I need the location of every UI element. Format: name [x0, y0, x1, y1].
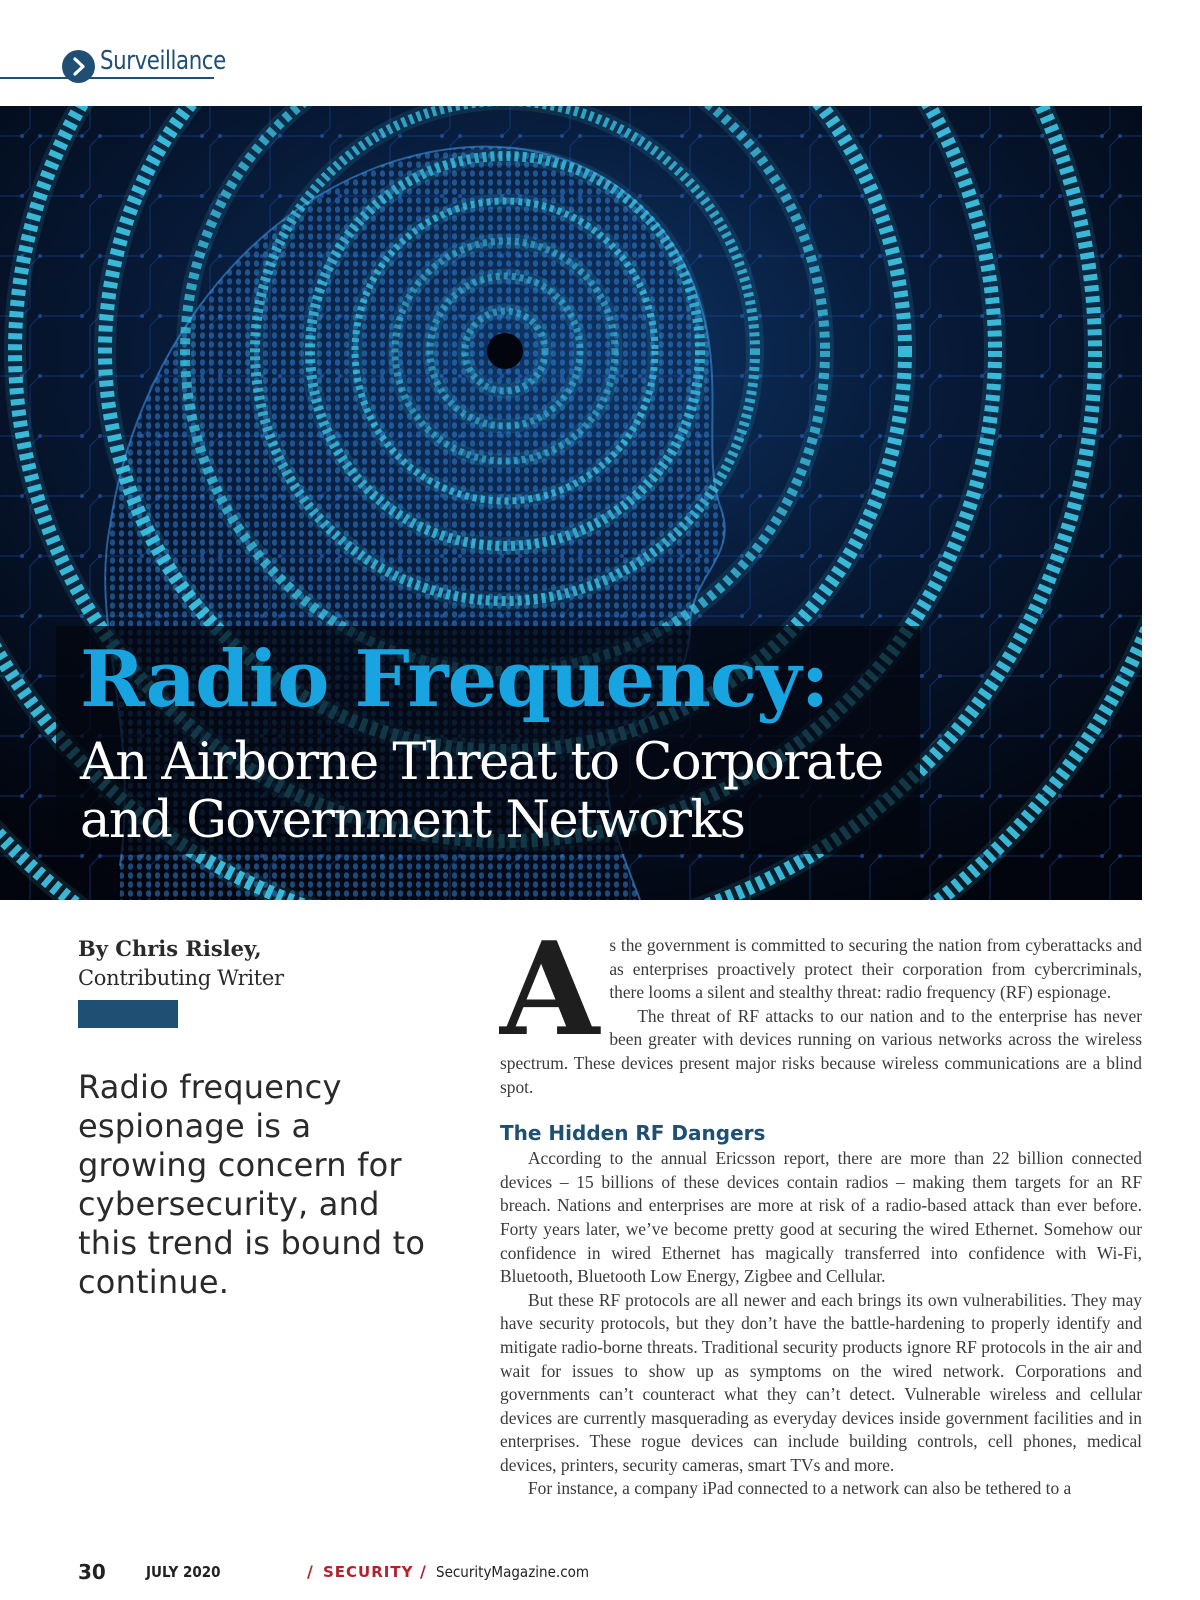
signal-core: [487, 333, 523, 369]
footer-separator: /: [420, 1562, 426, 1581]
section-label: Surveillance: [100, 46, 226, 76]
paragraph-2: The threat of RF attacks to our nation and to the enterprise has never been greater with devices running on various networks across the wireless spectrum. These devices present major risks because wireless communications are a blind spot.: [500, 1005, 1142, 1097]
chevron-right-icon: [62, 50, 95, 83]
paragraph-3: According to the annual Ericsson report, there are more than 22 billion connected devices – 15 billions of these devices contain radios – making them targets for an RF breach. Nations and enterprises are more at risk of a radio-based attack than ever before. Forty years later, we’ve become pretty good at securing the wired Ethernet. Somehow our confidence in wired Ethernet has magically transferred into confidence with Wi-Fi, Bluetooth, Bluetooth Low Energy, Zigbee and Cellular.: [500, 1148, 1142, 1287]
article-body: [500, 915, 1142, 1501]
subheadline: [80, 734, 883, 850]
paragraph-4: But these RF protocols are all newer and each brings its own vulnerabilities. They may have security protocols, but they don’t have the battle-hardening to properly identify and mitigate radio-borne threats. Traditional security products ignore RF protocols in the air and wait for issues to show up as symptoms on the wired network. Corporations and governments can’t counteract what they can’t detect. Vulnerable wireless and cellular devices are currently masquerading as everyday devices inside government facilities and in enterprises. These rogue devices can include building controls, cell phones, medical devices, printers, security cameras, smart TVs and more.: [500, 1289, 1142, 1475]
page-number: 30: [78, 1560, 106, 1584]
magazine-name: SECURITY: [323, 1563, 414, 1581]
issue-date: JULY 2020: [146, 1563, 221, 1581]
paragraph-5: For instance, a company iPad connected to a network can also be tethered to a: [528, 1478, 1072, 1499]
subheadline-line-1: An Airborne Threat to Corporate: [80, 733, 883, 792]
footer-separator: /: [307, 1562, 313, 1581]
lead-paragraph: s the government is committed to securing the nation from cyberattacks and as enterprises proactively protect their corporation from cybercriminals, there looms a silent and stealthy threat: radio frequency (RF) espionage.: [609, 935, 1142, 1003]
byline-role: Contributing Writer: [78, 966, 284, 990]
byline-author: By Chris Risley,: [78, 936, 262, 961]
pull-quote: Radio frequency espionage is a growing concern for cybersecurity, and this trend is bound to continue.: [78, 1068, 426, 1301]
drop-cap: A: [500, 915, 600, 1065]
subheadline-line-2: and Government Networks: [80, 791, 745, 850]
magazine-url: SecurityMagazine.com: [436, 1563, 590, 1581]
section-heading: The Hidden RF Dangers: [500, 1121, 766, 1146]
hero-image: [0, 106, 1142, 900]
byline-accent-bar: [78, 1000, 178, 1028]
headline: Radio Frequency:: [80, 634, 829, 725]
section-tab: [0, 44, 226, 84]
section-rule: [0, 77, 214, 79]
